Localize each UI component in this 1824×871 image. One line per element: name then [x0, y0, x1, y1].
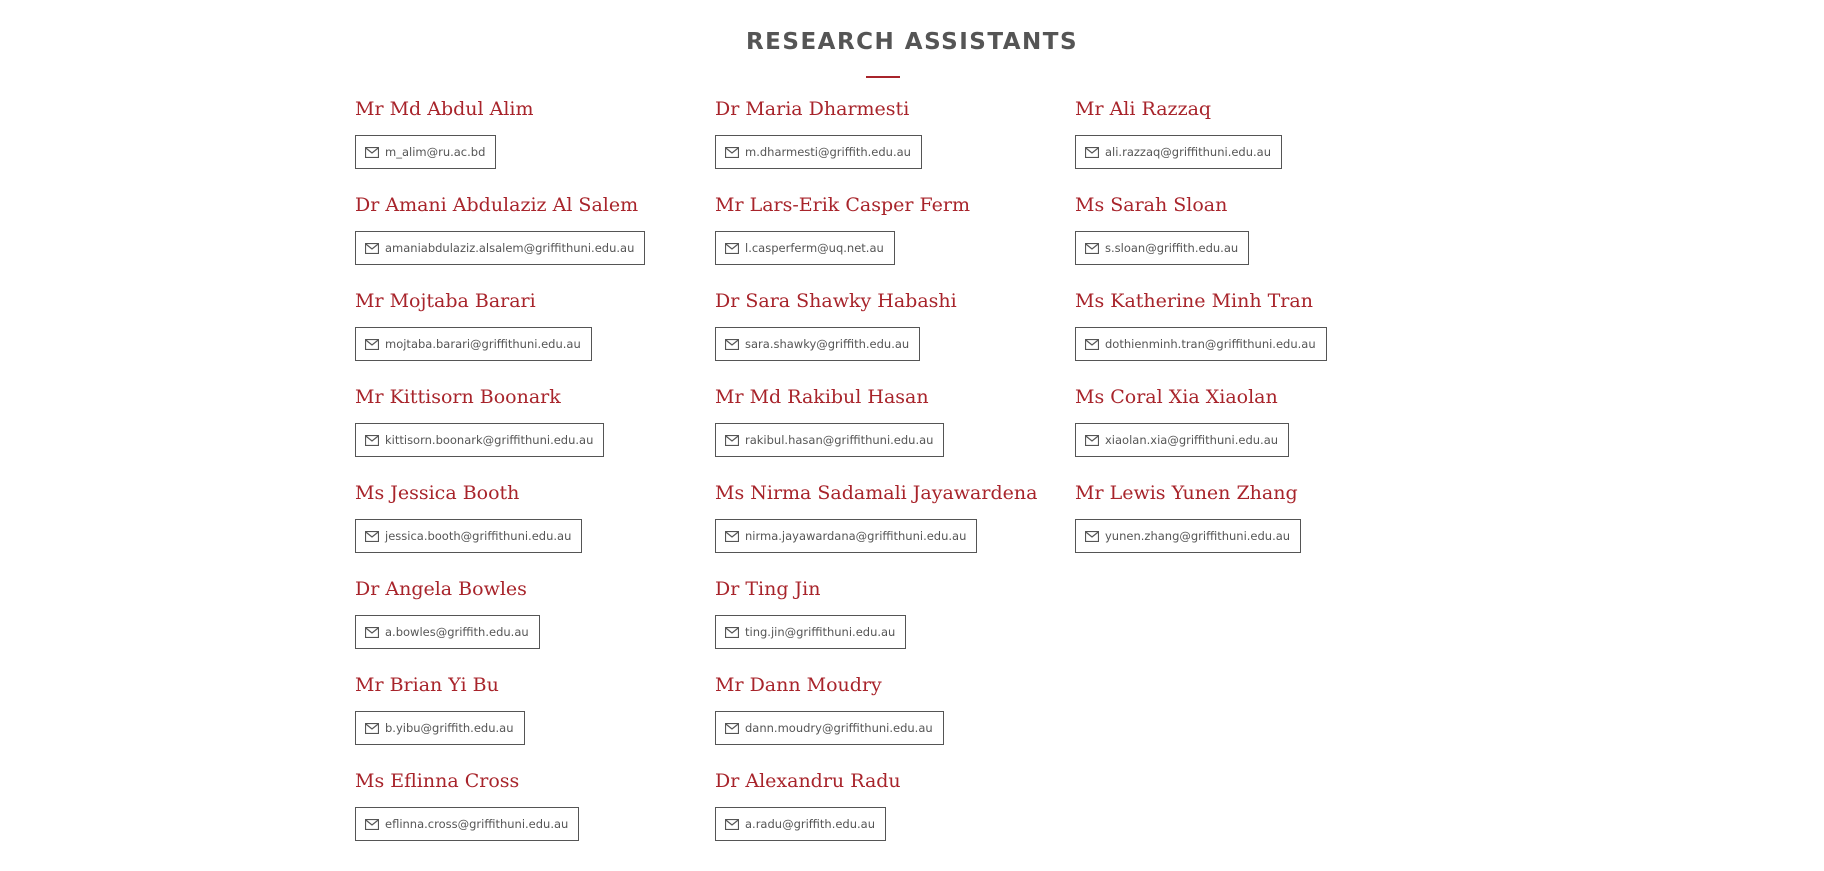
- email-address: amaniabdulaziz.alsalem@griffithuni.edu.au: [385, 241, 635, 255]
- envelope-icon: [365, 147, 379, 158]
- envelope-icon: [725, 435, 739, 446]
- email-button[interactable]: [1075, 327, 1327, 361]
- person-card: [355, 577, 715, 673]
- person-name: Dr Maria Dharmesti: [715, 98, 910, 120]
- person-card: [355, 481, 715, 577]
- section-title: RESEARCH ASSISTANTS: [745, 29, 1079, 55]
- email-address: jessica.booth@griffithuni.edu.au: [385, 529, 572, 543]
- envelope-icon: [1085, 243, 1099, 254]
- email-address: dann.moudry@griffithuni.edu.au: [745, 721, 933, 735]
- email-button[interactable]: [1075, 423, 1289, 457]
- email-button[interactable]: [1075, 135, 1282, 169]
- email-address: s.sloan@griffith.edu.au: [1105, 241, 1239, 255]
- person-name: Ms Coral Xia Xiaolan: [1075, 386, 1278, 408]
- envelope-icon: [725, 243, 739, 254]
- envelope-icon: [1085, 147, 1099, 158]
- envelope-icon: [365, 627, 379, 638]
- person-card: [715, 97, 1075, 193]
- person-card: [715, 673, 1075, 769]
- email-button[interactable]: [715, 327, 920, 361]
- email-address: m.dharmesti@griffith.edu.au: [745, 145, 911, 159]
- envelope-icon: [365, 435, 379, 446]
- research-assistants-grid: [355, 97, 1435, 865]
- person-card: [1075, 289, 1435, 385]
- envelope-icon: [725, 723, 739, 734]
- email-button[interactable]: [715, 135, 922, 169]
- email-button[interactable]: [355, 231, 645, 265]
- email-button[interactable]: [355, 423, 604, 457]
- email-address: xiaolan.xia@griffithuni.edu.au: [1105, 433, 1279, 447]
- person-card: [715, 481, 1075, 577]
- email-button[interactable]: [355, 711, 525, 745]
- person-name: Mr Md Abdul Alim: [355, 98, 534, 120]
- email-address: ting.jin@griffithuni.edu.au: [745, 625, 896, 639]
- envelope-icon: [725, 627, 739, 638]
- envelope-icon: [725, 531, 739, 542]
- person-card: [355, 193, 715, 289]
- person-card: [715, 289, 1075, 385]
- person-card: [1075, 385, 1435, 481]
- person-card: [715, 193, 1075, 289]
- email-address: rakibul.hasan@griffithuni.edu.au: [745, 433, 934, 447]
- person-name: Dr Sara Shawky Habashi: [715, 290, 957, 312]
- email-button[interactable]: [355, 135, 496, 169]
- email-address: ali.razzaq@griffithuni.edu.au: [1105, 145, 1272, 159]
- email-address: l.casperferm@uq.net.au: [745, 241, 884, 255]
- envelope-icon: [725, 339, 739, 350]
- person-name: Ms Eflinna Cross: [355, 770, 520, 792]
- person-name: Mr Ali Razzaq: [1075, 98, 1212, 120]
- person-card: [1075, 97, 1435, 193]
- email-button[interactable]: [715, 423, 944, 457]
- email-button[interactable]: [355, 519, 582, 553]
- person-name: Mr Lewis Yunen Zhang: [1075, 482, 1298, 504]
- person-name: Mr Lars-Erik Casper Ferm: [715, 194, 970, 216]
- person-card: [715, 577, 1075, 673]
- envelope-icon: [1085, 435, 1099, 446]
- email-address: sara.shawky@griffith.edu.au: [745, 337, 910, 351]
- envelope-icon: [1085, 531, 1099, 542]
- email-button[interactable]: [355, 807, 579, 841]
- person-card: [355, 289, 715, 385]
- email-address: a.radu@griffith.edu.au: [745, 817, 876, 831]
- email-address: dothienminh.tran@griffithuni.edu.au: [1105, 337, 1316, 351]
- person-name: Ms Jessica Booth: [355, 482, 520, 504]
- email-address: mojtaba.barari@griffithuni.edu.au: [385, 337, 581, 351]
- email-button[interactable]: [355, 327, 592, 361]
- person-name: Ms Katherine Minh Tran: [1075, 290, 1313, 312]
- email-address: nirma.jayawardana@griffithuni.edu.au: [745, 529, 967, 543]
- title-underline: [866, 76, 900, 78]
- person-name: Dr Ting Jin: [715, 578, 821, 600]
- envelope-icon: [365, 531, 379, 542]
- email-address: b.yibu@griffith.edu.au: [385, 721, 514, 735]
- envelope-icon: [365, 819, 379, 830]
- envelope-icon: [1085, 339, 1099, 350]
- envelope-icon: [365, 339, 379, 350]
- email-button[interactable]: [715, 711, 944, 745]
- person-name: Ms Nirma Sadamali Jayawardena: [715, 482, 1038, 504]
- email-button[interactable]: [715, 231, 895, 265]
- envelope-icon: [365, 723, 379, 734]
- envelope-icon: [365, 243, 379, 254]
- email-address: yunen.zhang@griffithuni.edu.au: [1105, 529, 1291, 543]
- person-card: [355, 385, 715, 481]
- person-name: Mr Mojtaba Barari: [355, 290, 536, 312]
- email-button[interactable]: [355, 615, 540, 649]
- envelope-icon: [725, 147, 739, 158]
- person-name: Dr Amani Abdulaziz Al Salem: [355, 194, 639, 216]
- email-address: m_alim@ru.ac.bd: [385, 145, 486, 159]
- person-name: Mr Kittisorn Boonark: [355, 386, 561, 408]
- email-button[interactable]: [715, 615, 906, 649]
- person-card: [715, 769, 1075, 865]
- email-address: kittisorn.boonark@griffithuni.edu.au: [385, 433, 594, 447]
- person-name: Mr Dann Moudry: [715, 674, 882, 696]
- person-name: Mr Brian Yi Bu: [355, 674, 499, 696]
- person-card: [715, 385, 1075, 481]
- person-name: Mr Md Rakibul Hasan: [715, 386, 929, 408]
- email-address: a.bowles@griffith.edu.au: [385, 625, 529, 639]
- person-name: Dr Alexandru Radu: [715, 770, 901, 792]
- email-address: eflinna.cross@griffithuni.edu.au: [385, 817, 569, 831]
- person-name: Dr Angela Bowles: [355, 578, 527, 600]
- person-name: Ms Sarah Sloan: [1075, 194, 1228, 216]
- email-button[interactable]: [1075, 231, 1249, 265]
- person-card: [1075, 481, 1435, 577]
- email-button[interactable]: [715, 519, 977, 553]
- person-card: [355, 673, 715, 769]
- envelope-icon: [725, 819, 739, 830]
- person-card: [355, 97, 715, 193]
- person-card: [355, 769, 715, 865]
- person-card: [1075, 193, 1435, 289]
- email-button[interactable]: [1075, 519, 1301, 553]
- email-button[interactable]: [715, 807, 886, 841]
